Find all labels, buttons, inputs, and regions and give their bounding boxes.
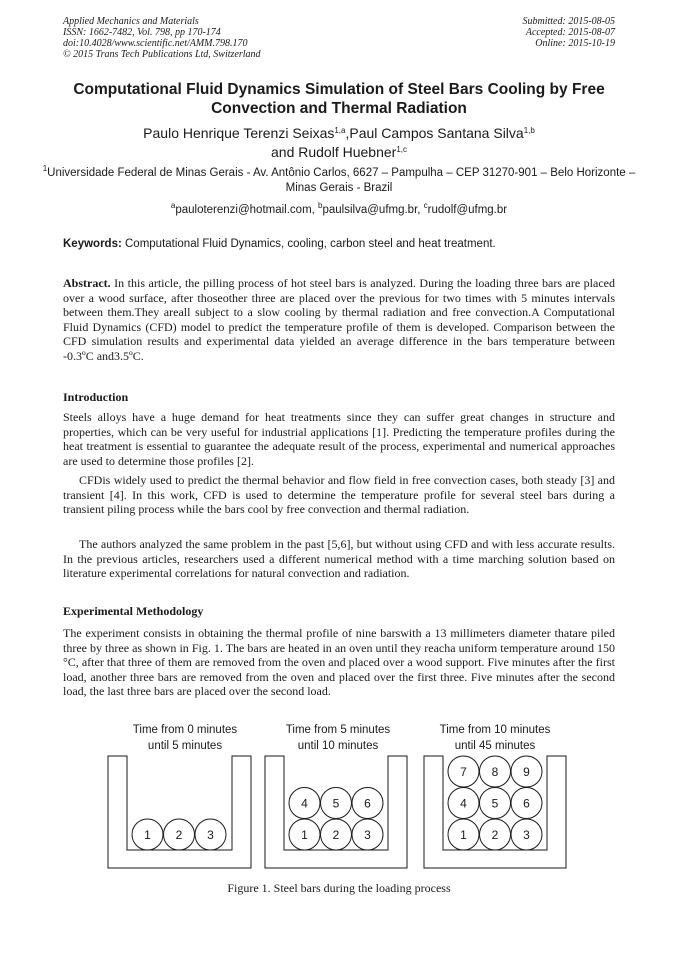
steel-bar-number: 4 xyxy=(460,796,467,811)
issn-line: ISSN: 1662-7482, Vol. 798, pp 170-174 xyxy=(63,27,221,38)
steel-bar-number: 5 xyxy=(332,796,340,811)
introduction-paragraph-1: Steels alloys have a huge demand for heat treatments since they can suffer great changes in structure and properties, which can be very useful for industrial applications [1]. Predicting the temperature profiles during the heat treatment is essential to guarantee the adequate result of the process, experimental and numerical approaches are used to determine those profiles [2]. xyxy=(63,410,615,468)
steel-bar-number: 3 xyxy=(207,828,214,842)
affiliation-sup: 1 xyxy=(42,164,48,173)
steel-bar-number: 8 xyxy=(491,765,499,779)
steel-bar-number: 1 xyxy=(301,828,308,842)
email-sup: a xyxy=(170,201,176,210)
email: rudolf@ufmg.br xyxy=(427,204,508,216)
panel-label-line: Time from 10 minutes xyxy=(439,724,551,736)
paper-title: Computational Fluid Dynamics Simulation of Steel Bars Cooling by Free Convection and Thermal Radiation xyxy=(73,81,605,117)
steel-bar-number: 7 xyxy=(460,765,467,779)
author-name: and Rudolf Huebner xyxy=(271,144,397,160)
abstract-label: Abstract. xyxy=(63,276,111,290)
online-date: Online: 2015-10-19 xyxy=(535,38,615,49)
email: pauloterenzi@hotmail.com, xyxy=(175,204,319,216)
steel-bar-number: 5 xyxy=(491,796,499,811)
author-name: Paul Campos Santana Silva xyxy=(349,125,524,141)
keywords-text: Computational Fluid Dynamics, cooling, carbon steel and heat treatment. xyxy=(121,238,496,250)
steel-bar-number: 2 xyxy=(175,828,183,842)
panel-label-line: Time from 0 minutes xyxy=(132,724,238,736)
bar-support-frame xyxy=(108,756,251,868)
email-sup: c xyxy=(423,201,428,210)
introduction-paragraph-2: CFDis widely used to predict the thermal behavior and flow field in free convection cases, both steady [3] and transient [4]. In this work, CFD is used to determine the temperature profile for several steel bars during a transient piling process while the bars cool by free convection and thermal radiation. xyxy=(63,473,615,517)
accepted-date: Accepted: 2015-08-07 xyxy=(525,27,615,38)
steel-bar-number: 2 xyxy=(491,828,499,842)
introduction-heading: Introduction xyxy=(63,390,129,404)
author-sup: 1,a xyxy=(334,126,346,135)
introduction-paragraph-3: The authors analyzed the same problem in the past [5,6], but without using CFD and with less accurate results. In the previous articles, researchers used a different numerical method with a time marching solution based on literature experimental correlations for natural convection and radiation. xyxy=(63,537,615,581)
panel-label-line: Time from 5 minutes xyxy=(285,724,391,736)
methodology-paragraph-1: The experiment consists in obtaining the thermal profile of nine barswith a 13 millimeters diameter thatare piled three by three as shown in Fig. 1. The bars are heated in an oven until they reacha uniform temperature around 150 °C, after that three of them are removed from the oven and placed over a wood support. Five minutes after the first load, another three bars are removed from the oven and placed over the first three. Five minutes after the second load, the last three bars are placed over the second load. xyxy=(63,626,615,699)
steel-bar-number: 1 xyxy=(144,828,151,842)
email-sup: b xyxy=(318,201,323,210)
author-name: Paulo Henrique Terenzi Seixas xyxy=(143,125,335,141)
author-sup: 1,b xyxy=(523,126,535,135)
author-separator: , xyxy=(345,125,350,141)
author-sup: 1,c xyxy=(396,145,407,154)
panel-label-line: until 5 minutes xyxy=(147,740,223,752)
abstract-text: In this article, the pilling process of hot steel bars is analyzed. During the loading three bars are placed over a wood surface, after thoseother three are placed over the previous for two times with 5 minutes intervals between them.They areall subject to a slow cooling by thermal radiation and free convection.A Computational Fluid Dynamics (CFD) model to predict the temperature profile of them is developed. Comparison between the CFD simulation results and experimental data yielded an average difference in the bars temperature between -0.3ºC and3.5ºC. xyxy=(63,276,615,363)
doi-line: doi:10.4028/www.scientific.net/AMM.798.170 xyxy=(63,38,248,49)
journal-name: Applied Mechanics and Materials xyxy=(63,16,199,27)
methodology-heading: Experimental Methodology xyxy=(63,604,204,618)
affiliation-text: Universidade Federal de Minas Gerais - Av. Antônio Carlos, 6627 – Pampulha – CEP 31270-901 – Belo Horizonte – Minas Gerais - Brazil xyxy=(47,167,636,194)
submitted-date: Submitted: 2015-08-05 xyxy=(522,16,615,27)
email: paulsilva@ufmg.br, xyxy=(322,204,424,216)
panel-label-line: until 10 minutes xyxy=(297,740,379,752)
keywords-label: Keywords: xyxy=(63,238,122,250)
steel-bar-number: 3 xyxy=(523,828,530,842)
steel-bar-number: 6 xyxy=(523,796,530,811)
steel-bar-number: 3 xyxy=(364,828,371,842)
steel-bar-number: 1 xyxy=(460,828,467,842)
steel-bar-number: 4 xyxy=(301,796,308,811)
steel-bar-number: 9 xyxy=(523,765,530,779)
figure-caption: Figure 1. Steel bars during the loading process xyxy=(227,881,451,895)
copyright-line: © 2015 Trans Tech Publications Ltd, Switzerland xyxy=(63,49,261,60)
panel-label-line: until 45 minutes xyxy=(454,740,536,752)
steel-bar-number: 2 xyxy=(332,828,340,842)
steel-bar-number: 6 xyxy=(364,796,371,811)
